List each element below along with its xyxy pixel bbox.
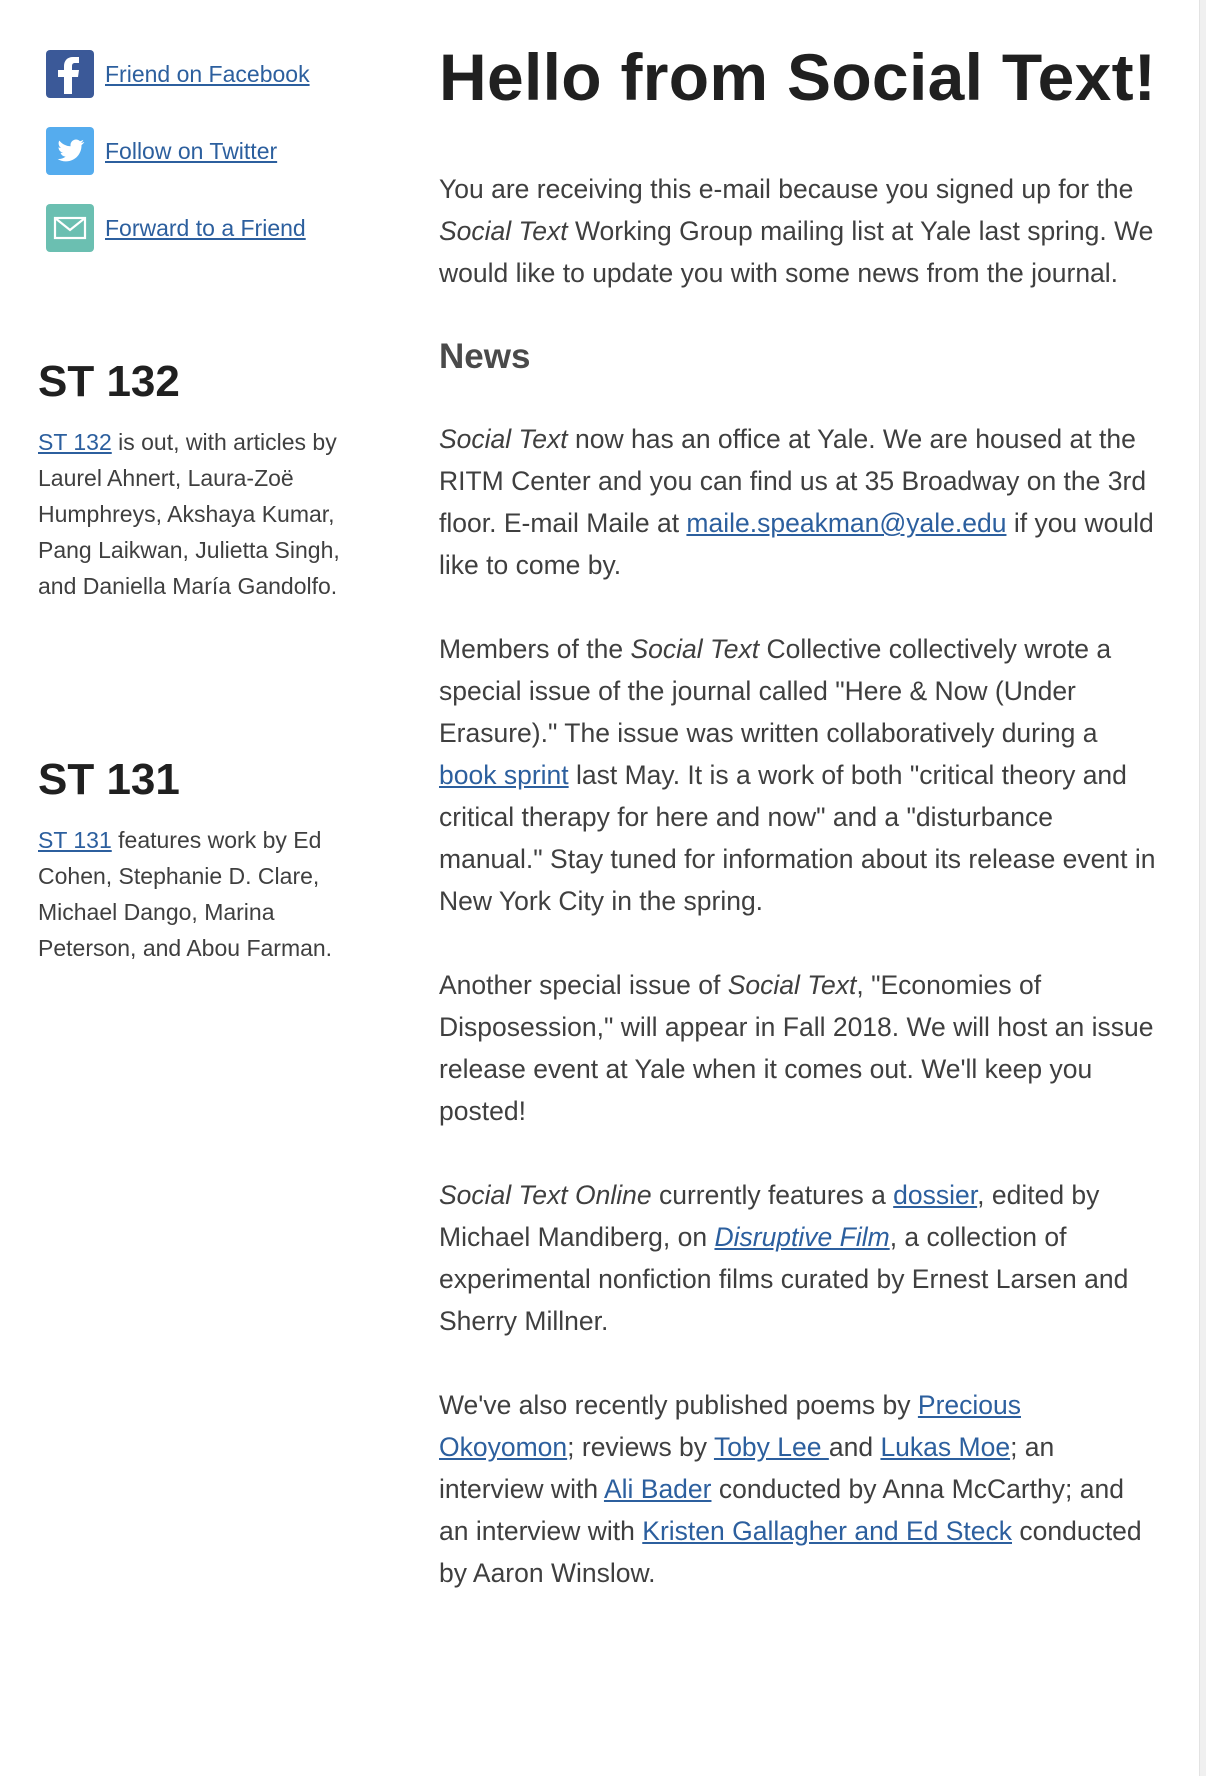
sidebar — [38, 50, 368, 962]
facebook-icon[interactable] — [46, 50, 94, 98]
published-paragraph: We've also recently published poems by Precious Okoyomon; reviews by Toby Lee and Lukas Moe; an interview with Ali Bader conducted by Anna McCarthy; and an interview with Kristen Gallagher and Ed Steck conducted by Aaron Winslow. — [439, 1390, 1142, 1588]
mail-icon[interactable] — [46, 204, 94, 252]
intro-paragraph: You are receiving this e-mail because you signed up for the Social Text Working Group mailing list at Yale last spring. We would like to update you with some news from the journal. — [439, 174, 1154, 288]
st131-text: ST 131 features work by Ed Cohen, Stephanie D. Clare, Michael Dango, Marina Peterson, and Abou Farman. — [38, 827, 333, 962]
book-sprint-link[interactable]: book sprint — [439, 760, 569, 790]
page-title: Hello from Social Text! — [439, 40, 1157, 114]
social-forward — [38, 204, 368, 252]
toby-lee-link[interactable]: Toby Lee — [713, 1432, 829, 1462]
st131-link[interactable]: ST 131 — [38, 827, 112, 854]
social-twitter — [38, 127, 368, 175]
disruptive-film-link[interactable]: Disruptive Film — [714, 1222, 890, 1252]
twitter-link[interactable]: Follow on Twitter — [105, 137, 278, 164]
st132-link[interactable]: ST 132 — [38, 429, 112, 456]
st132-block — [38, 358, 368, 604]
facebook-link[interactable]: Friend on Facebook — [105, 60, 310, 87]
online-paragraph: Social Text Online currently features a dossier, edited by Michael Mandiberg, on Disruptive Film, a collection of experimental nonfiction films curated by Ernest Larsen and Sherry Millner. — [439, 1180, 1129, 1336]
forward-link[interactable]: Forward to a Friend — [105, 214, 306, 241]
st131-block — [38, 756, 368, 966]
gallagher-steck-link[interactable]: Kristen Gallagher and Ed Steck — [642, 1516, 1012, 1546]
st132-text: ST 132 is out, with articles by Laurel Ahnert, Laura-Zoë Humphreys, Akshaya Kumar, Pang Laikwan, Julietta Singh, and Daniella María Gandolfo. — [38, 429, 340, 600]
social-facebook — [38, 50, 368, 98]
twitter-icon[interactable] — [46, 127, 94, 175]
email-link[interactable]: maile.speakman@yale.edu — [686, 508, 1007, 538]
scrollbar[interactable] — [1199, 0, 1206, 1776]
economies-paragraph: Another special issue of Social Text, "Economies of Disposession," will appear in Fall 2018. We will host an issue release event at Yale when it comes out. We'll keep you posted! — [439, 970, 1154, 1126]
ali-bader-link[interactable]: Ali Bader — [603, 1474, 712, 1504]
news-heading: News — [439, 337, 531, 376]
special-issue-paragraph: Members of the Social Text Collective collectively wrote a special issue of the journal called "Here & Now (Under Erasure)." The issue was written collaboratively during a book sprint last May. It is a work of both "critical theory and critical therapy for here and now" and a "disturbance manual." Stay tuned for information about its release event in New York City in the spring. — [439, 634, 1156, 916]
dossier-link[interactable]: dossier — [893, 1180, 978, 1210]
main-content — [439, 40, 1159, 1636]
lukas-moe-link[interactable]: Lukas Moe — [880, 1432, 1011, 1462]
office-paragraph: Social Text now has an office at Yale. We are housed at the RITM Center and you can find us at 35 Broadway on the 3rd floor. E-mail Maile at maile.speakman@yale.edu if you would like to come by. — [439, 424, 1154, 580]
st132-title: ST 132 — [38, 357, 180, 406]
okoyomon-link[interactable]: Precious Okoyomon — [439, 1390, 1021, 1462]
st131-title: ST 131 — [38, 755, 180, 804]
